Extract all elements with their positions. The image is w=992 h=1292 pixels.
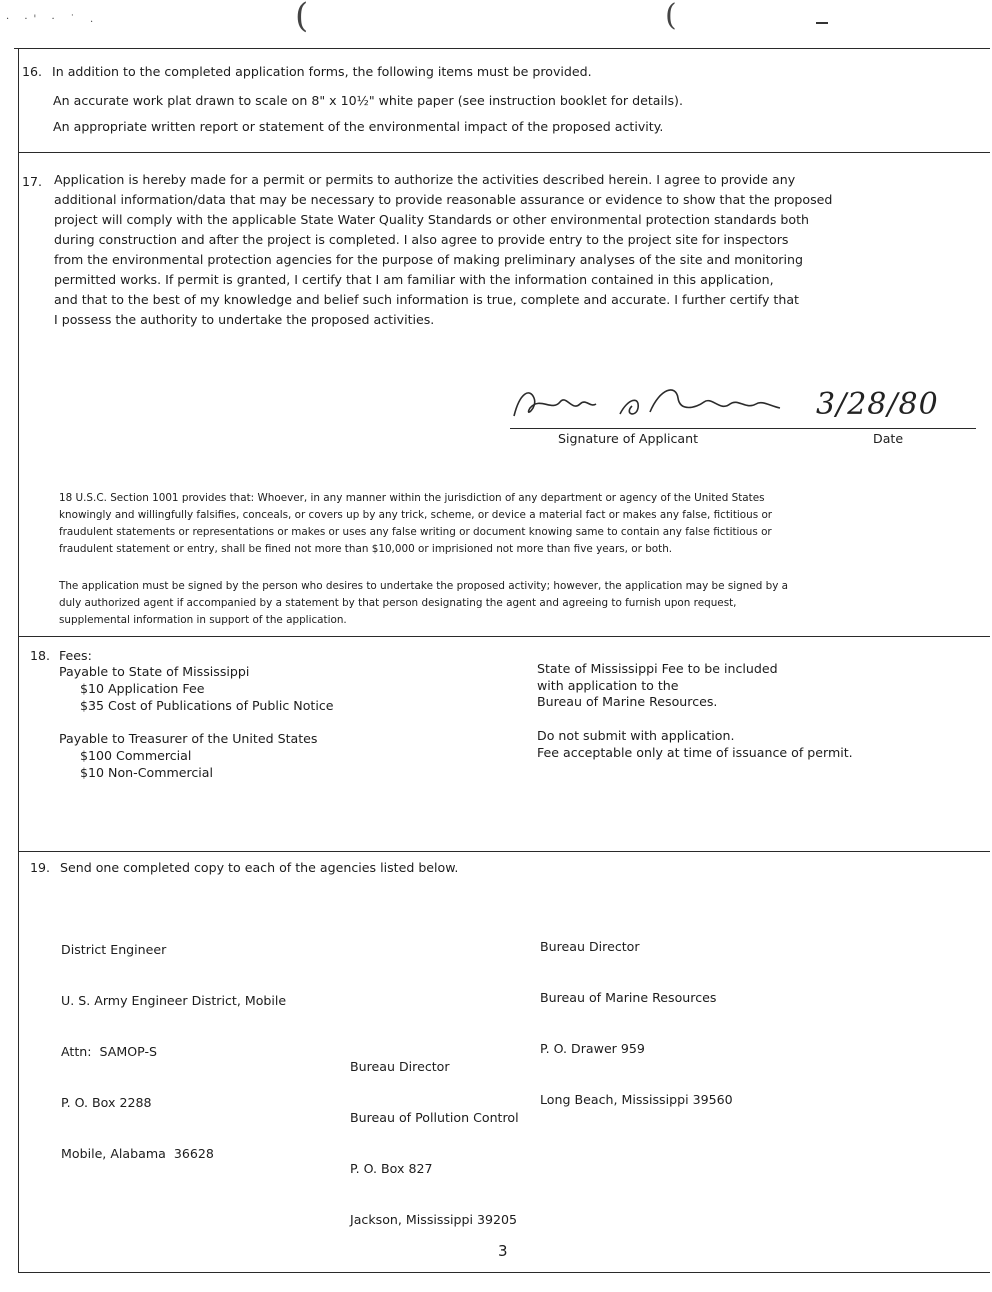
- agent-line: duly authorized agent if accompanied by a statement by that person designating the agent and agreeing to furnish upon request,: [59, 597, 737, 609]
- agent-line: supplemental information in support of the application.: [59, 614, 347, 626]
- address-marine-resources: [540, 904, 733, 1125]
- page-number: 3: [498, 1242, 508, 1260]
- divider-17-18: [18, 636, 990, 637]
- bottom-border: [18, 1272, 990, 1273]
- handwritten-date: 3/28/80: [816, 387, 939, 422]
- state-note-line: with application to the: [537, 677, 679, 693]
- section-19-number: 19.: [30, 860, 51, 875]
- state-fee: $35 Cost of Publications of Public Notice: [80, 697, 334, 713]
- us-fee: $100 Commercial: [80, 748, 192, 763]
- address-line: Bureau Director: [540, 939, 640, 954]
- address-line: P. O. Box 2288: [61, 1095, 152, 1110]
- section-18-number: 18.: [30, 648, 51, 663]
- signature-label: Signature of Applicant: [558, 431, 699, 446]
- left-border: [18, 48, 19, 1273]
- scan-artifact-paren-right: (: [665, 0, 677, 33]
- us-note-line: Fee acceptable only at time of issuance of permit.: [537, 744, 853, 760]
- address-line: Bureau Director: [350, 1059, 450, 1074]
- section-16-number: 16.: [22, 64, 43, 79]
- address-line: District Engineer: [61, 942, 167, 957]
- fees-title: Fees:: [59, 648, 92, 663]
- state-note-line: Bureau of Marine Resources.: [537, 694, 718, 709]
- section-16-item: An appropriate written report or statement of the environmental impact of the proposed activity.: [53, 119, 664, 134]
- address-line: Jackson, Mississippi 39205: [350, 1212, 518, 1227]
- section-19-lead: Send one completed copy to each of the agencies listed below.: [60, 860, 459, 875]
- section-17-line: project will comply with the applicable State Water Quality Standards or other environmental protection standards both: [54, 212, 810, 227]
- address-pollution-control: [350, 1024, 519, 1245]
- date-label: Date: [873, 431, 904, 446]
- address-line: Bureau of Marine Resources: [540, 990, 717, 1005]
- us-fee-note: [537, 728, 853, 761]
- section-17-number: 17.: [22, 174, 43, 189]
- section-17-line: Application is hereby made for a permit or permits to authorize the activities described herein. I agree to provide any: [54, 172, 796, 187]
- address-line: U. S. Army Engineer District, Mobile: [61, 993, 287, 1008]
- legal-notice: [59, 490, 772, 558]
- state-payable: Payable to State of Mississippi: [59, 664, 250, 679]
- applicant-signature: [500, 378, 820, 430]
- state-fee-list: [80, 681, 334, 714]
- address-line: P. O. Drawer 959: [540, 1041, 645, 1056]
- section-17-line: I possess the authority to undertake the proposed activities.: [54, 312, 435, 327]
- agent-line: The application must be signed by the person who desires to undertake the proposed activity; however, the application may be signed by a: [59, 580, 789, 592]
- divider-18-19: [18, 851, 990, 852]
- state-note-line: State of Mississippi Fee to be included: [537, 661, 778, 676]
- section-16-items: [53, 88, 683, 140]
- section-17-line: permitted works. If permit is granted, I certify that I am familiar with the information contained in this application,: [54, 272, 774, 287]
- address-corps-of-engineers: [61, 907, 286, 1179]
- us-note-line: Do not submit with application.: [537, 728, 735, 743]
- legal-line: fraudulent statement or entry, shall be fined not more than $10,000 or imprisioned not more than five years, or both.: [59, 543, 673, 555]
- address-line: Attn: SAMOP-S: [61, 1044, 157, 1059]
- divider-16-17: [18, 152, 990, 153]
- scan-artifact-paren-left: (: [295, 0, 309, 36]
- address-line: Mobile, Alabama 36628: [61, 1146, 214, 1161]
- state-fee-note: [537, 661, 778, 711]
- section-17-line: additional information/data that may be necessary to provide reasonable assurance or evidence to show that the proposed: [54, 192, 833, 207]
- us-payable: Payable to Treasurer of the United States: [59, 731, 318, 746]
- scan-artifact-dash: [816, 22, 828, 24]
- us-fee-list: [80, 748, 213, 781]
- us-fee: $10 Non-Commercial: [80, 764, 214, 780]
- section-17-line: from the environmental protection agencies for the purpose of making preliminary analyses of the site and monitoring: [54, 252, 803, 267]
- section-16-item: An accurate work plat drawn to scale on 8" x 10½" white paper (see instruction booklet for details).: [53, 93, 683, 108]
- address-line: Bureau of Pollution Control: [350, 1110, 519, 1125]
- legal-line: knowingly and willingfully falsifies, conceals, or covers up by any trick, scheme, or device a material fact or makes any false, fictitious or: [59, 509, 773, 521]
- section-16-lead: In addition to the completed application forms, the following items must be provided.: [52, 64, 592, 79]
- legal-line: fraudulent statements or representations or makes or uses any false writing or document knowing same to contain any false fictitious or: [59, 526, 772, 538]
- scan-artifact-left: · ·' · ˙ .: [6, 14, 100, 25]
- section-17-line: during construction and after the project is completed. I also agree to provide entry to the project site for inspectors: [54, 232, 789, 247]
- state-fee: $10 Application Fee: [80, 681, 205, 696]
- section-17-line: and that to the best of my knowledge and belief such information is true, complete and accurate. I further certify that: [54, 292, 799, 307]
- legal-line: 18 U.S.C. Section 1001 provides that: Whoever, in any manner within the jurisdiction of any department or agency of the United States: [59, 492, 765, 504]
- top-border: [14, 48, 990, 49]
- section-17-body: [54, 170, 832, 330]
- address-line: Long Beach, Mississippi 39560: [540, 1092, 733, 1107]
- agent-notice: [59, 578, 788, 629]
- address-line: P. O. Box 827: [350, 1161, 433, 1176]
